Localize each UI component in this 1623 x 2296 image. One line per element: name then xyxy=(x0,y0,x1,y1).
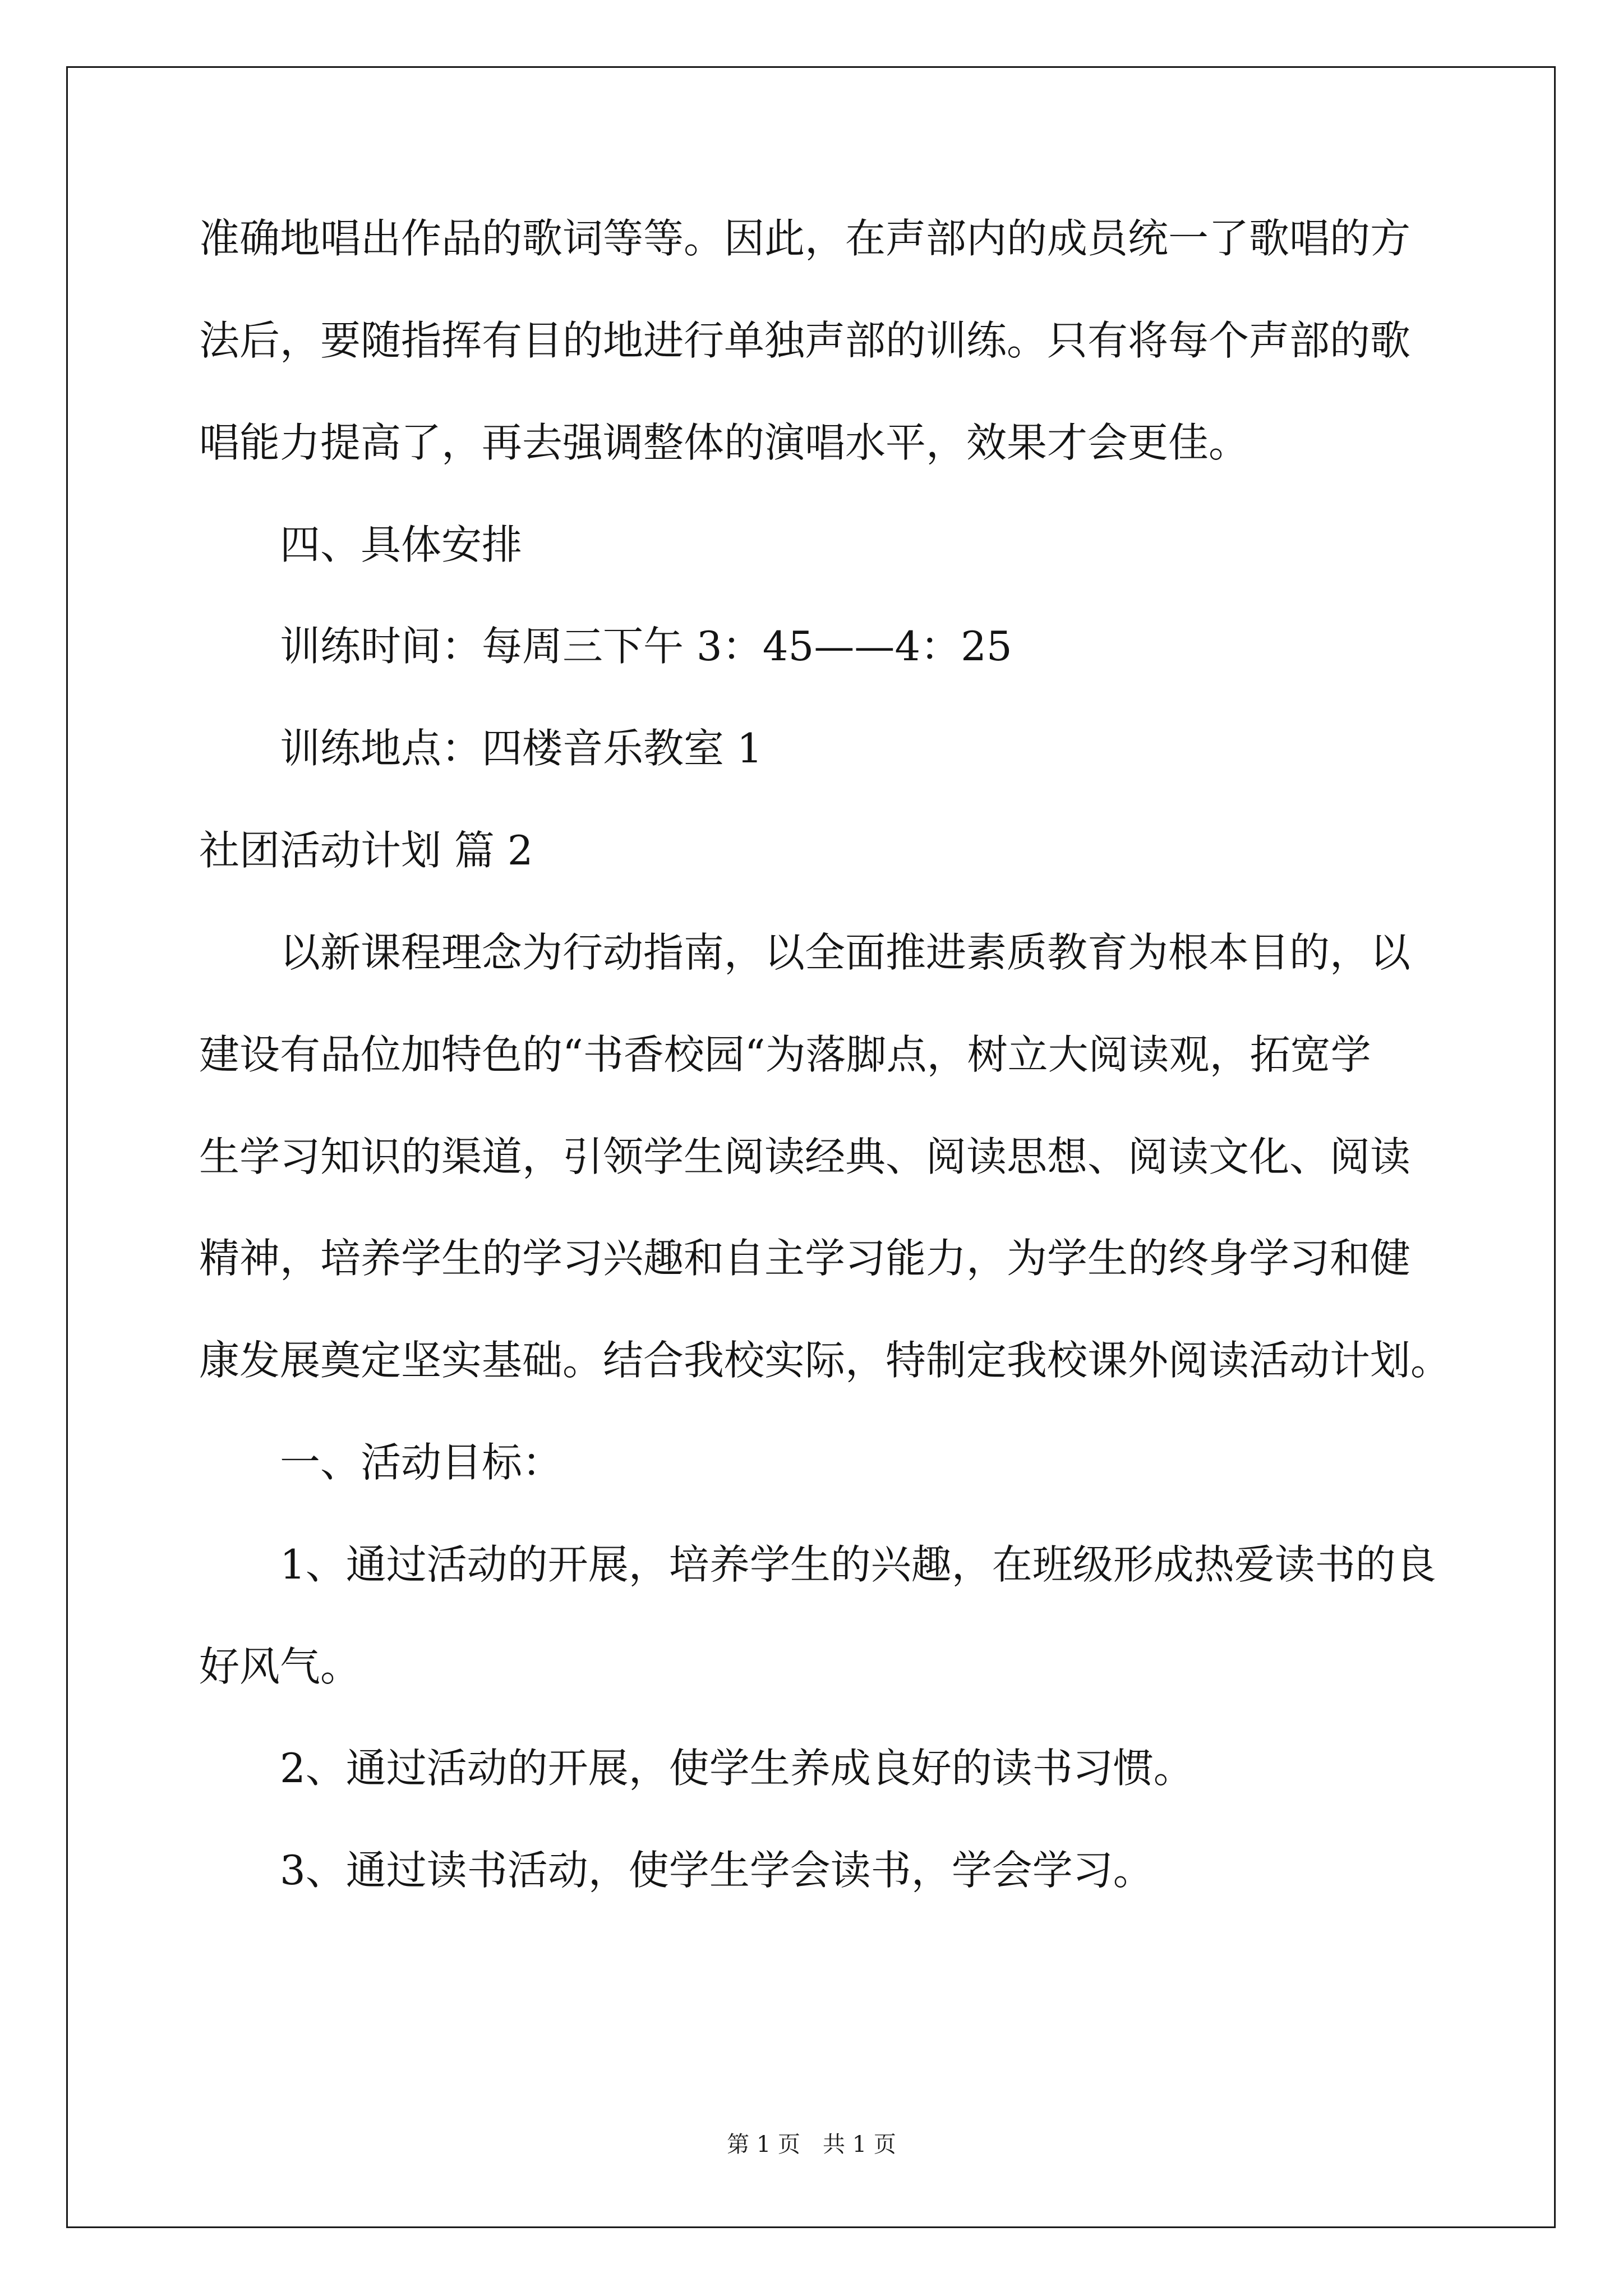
list-item: 2、通过活动的开展，使学生养成良好的读书习惯。 xyxy=(280,1745,1194,1792)
paragraph-line: 法后，要随指挥有目的地进行单独声部的训练。只有将每个声部的歌 xyxy=(199,317,1411,364)
paragraph-line: 精神，培养学生的学习兴趣和自主学习能力，为学生的终身学习和健 xyxy=(199,1235,1411,1282)
list-item: 3、通过读书活动，使学生学会读书，学会学习。 xyxy=(280,1847,1154,1894)
paragraph-line: 唱能力提高了，再去强调整体的演唱水平，效果才会更佳。 xyxy=(199,419,1249,466)
list-item: 1、通过活动的开展，培养学生的兴趣，在班级形成热爱读书的良 xyxy=(280,1541,1436,1588)
section-heading: 一、活动目标： xyxy=(280,1439,563,1486)
paragraph-line: 以新课程理念为行动指南，以全面推进素质教育为根本目的，以 xyxy=(280,929,1411,976)
paragraph-line: 建设有品位加特色的“书香校园“为落脚点，树立大阅读观，拓宽学 xyxy=(199,1031,1371,1078)
page-footer: 第 1 页 共 1 页 xyxy=(727,2132,896,2157)
paragraph-line: 训练地点：四楼音乐教室 1 xyxy=(280,725,763,772)
article-title: 社团活动计划 篇 2 xyxy=(199,827,533,874)
list-item-continuation: 好风气。 xyxy=(199,1643,361,1690)
section-heading: 四、具体安排 xyxy=(280,521,523,568)
paragraph-line: 准确地唱出作品的歌词等等。因此，在声部内的成员统一了歌唱的方 xyxy=(199,215,1411,262)
paragraph-line: 康发展奠定坚实基础。结合我校实际，特制定我校课外阅读活动计划。 xyxy=(199,1337,1451,1384)
paragraph-line: 训练时间：每周三下午 3：45——4：25 xyxy=(280,623,1012,670)
paragraph-line: 生学习知识的渠道，引领学生阅读经典、阅读思想、阅读文化、阅读 xyxy=(199,1133,1411,1180)
